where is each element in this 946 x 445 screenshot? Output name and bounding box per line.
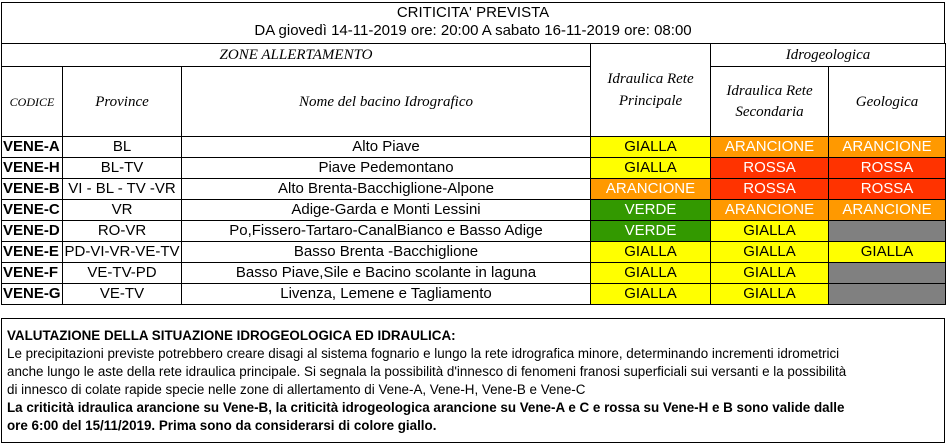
criticita-idraulica-principale: GIALLA — [591, 242, 711, 263]
col-province: Province — [63, 67, 182, 137]
table-row — [2, 158, 946, 179]
basin-name: Livenza, Lemene e Tagliamento — [182, 284, 591, 305]
criticita-idraulica-secondaria: GIALLA — [711, 221, 829, 242]
col-geologica: Geologica — [829, 67, 946, 137]
province: VE-TV-PD — [63, 263, 182, 284]
province: VR — [63, 200, 182, 221]
criticita-idraulica-secondaria: ROSSA — [711, 158, 829, 179]
col-idraulica-secondaria: Idraulica Rete Secondaria — [711, 67, 829, 137]
table-row — [2, 284, 946, 305]
criticita-idraulica-secondaria: ROSSA — [711, 179, 829, 200]
criticita-idraulica-secondaria: ARANCIONE — [711, 200, 829, 221]
table-row — [2, 263, 946, 284]
criticita-idraulica-secondaria: GIALLA — [711, 284, 829, 305]
criticita-geologica: GIALLA — [829, 242, 946, 263]
col-codice: CODICE — [2, 67, 63, 137]
basin-name: Basso Piave,Sile e Bacino scolante in laguna — [182, 263, 591, 284]
criticita-geologica — [829, 284, 946, 305]
basin-name: Po,Fissero-Tartaro-CanalBianco e Basso Adige — [182, 221, 591, 242]
zone-header: ZONE ALLERTAMENTO — [2, 44, 591, 67]
table-row — [2, 242, 946, 263]
province: VI - BL - TV -VR — [63, 179, 182, 200]
province: RO-VR — [63, 221, 182, 242]
table-row — [2, 179, 946, 200]
validity-period: DA giovedì 14-11-2019 ore: 20:00 A sabato 16-11-2019 ore: 08:00 — [1, 22, 945, 43]
criticita-idraulica-principale: ARANCIONE — [591, 179, 711, 200]
criticita-idraulica-principale: VERDE — [591, 221, 711, 242]
zone-code: VENE-C — [2, 200, 63, 221]
table-row — [2, 200, 946, 221]
criticita-geologica: ARANCIONE — [829, 137, 946, 158]
criticita-idraulica-principale: GIALLA — [591, 158, 711, 179]
criticita-geologica: ROSSA — [829, 179, 946, 200]
assessment-bold-line: ore 6:00 del 15/11/2019. Prima sono da considerarsi di colore giallo. — [7, 418, 437, 433]
assessment-title: VALUTAZIONE DELLA SITUAZIONE IDROGEOLOGICA ED IDRAULICA: — [7, 328, 456, 343]
basin-name: Alto Brenta-Bacchiglione-Alpone — [182, 179, 591, 200]
criticita-geologica: ROSSA — [829, 158, 946, 179]
basin-name: Alto Piave — [182, 137, 591, 158]
criticita-idraulica-principale: GIALLA — [591, 263, 711, 284]
criticita-idraulica-principale: VERDE — [591, 200, 711, 221]
basin-name: Piave Pedemontano — [182, 158, 591, 179]
province: PD-VI-VR-VE-TV — [63, 242, 182, 263]
criticita-idraulica-secondaria: GIALLA — [711, 263, 829, 284]
zone-code: VENE-H — [2, 158, 63, 179]
criticita-geologica — [829, 263, 946, 284]
assessment-bold-line: La criticità idraulica arancione su Vene-B, la criticità idrogeologica arancione su Vene-A e C e rossa su Vene-H e B sono valide dalle — [7, 400, 845, 415]
zone-code: VENE-A — [2, 137, 63, 158]
criticita-idraulica-principale: GIALLA — [591, 284, 711, 305]
table-row — [2, 221, 946, 242]
criticita-idraulica-secondaria: GIALLA — [711, 242, 829, 263]
zone-code: VENE-B — [2, 179, 63, 200]
table-row — [2, 137, 946, 158]
basin-name: Adige-Garda e Monti Lessini — [182, 200, 591, 221]
alert-table — [1, 43, 946, 305]
province: VE-TV — [63, 284, 182, 305]
zone-code: VENE-G — [2, 284, 63, 305]
idrogeologica-header: Idrogeologica — [711, 44, 946, 67]
col-bacino: Nome del bacino Idrografico — [182, 67, 591, 137]
basin-name: Basso Brenta -Bacchiglione — [182, 242, 591, 263]
zone-code: VENE-E — [2, 242, 63, 263]
criticita-geologica: ARANCIONE — [829, 200, 946, 221]
assessment-note — [1, 318, 945, 443]
province: BL-TV — [63, 158, 182, 179]
province: BL — [63, 137, 182, 158]
assessment-line: anche lungo le aste della rete idraulica principale. Si segnala la possibilità d'innesco di fenomeni franosi superficiali sui versanti e la possibilità — [7, 364, 847, 379]
assessment-line: Le precipitazioni previste potrebbero creare disagi al sistema fognario e lungo la rete idrografica minore, determinando incrementi idrometrici — [7, 346, 840, 361]
col-idraulica-principale: Idraulica Rete Principale — [591, 44, 711, 137]
zone-code: VENE-F — [2, 263, 63, 284]
assessment-line: di innesco di colate rapide specie nelle zone di allertamento di Vene-A, Vene-H, Vene-B e Vene-C — [7, 382, 586, 397]
criticita-geologica — [829, 221, 946, 242]
document-title: CRITICITA' PREVISTA — [1, 2, 945, 22]
criticita-idraulica-secondaria: ARANCIONE — [711, 137, 829, 158]
criticita-idraulica-principale: GIALLA — [591, 137, 711, 158]
zone-code: VENE-D — [2, 221, 63, 242]
